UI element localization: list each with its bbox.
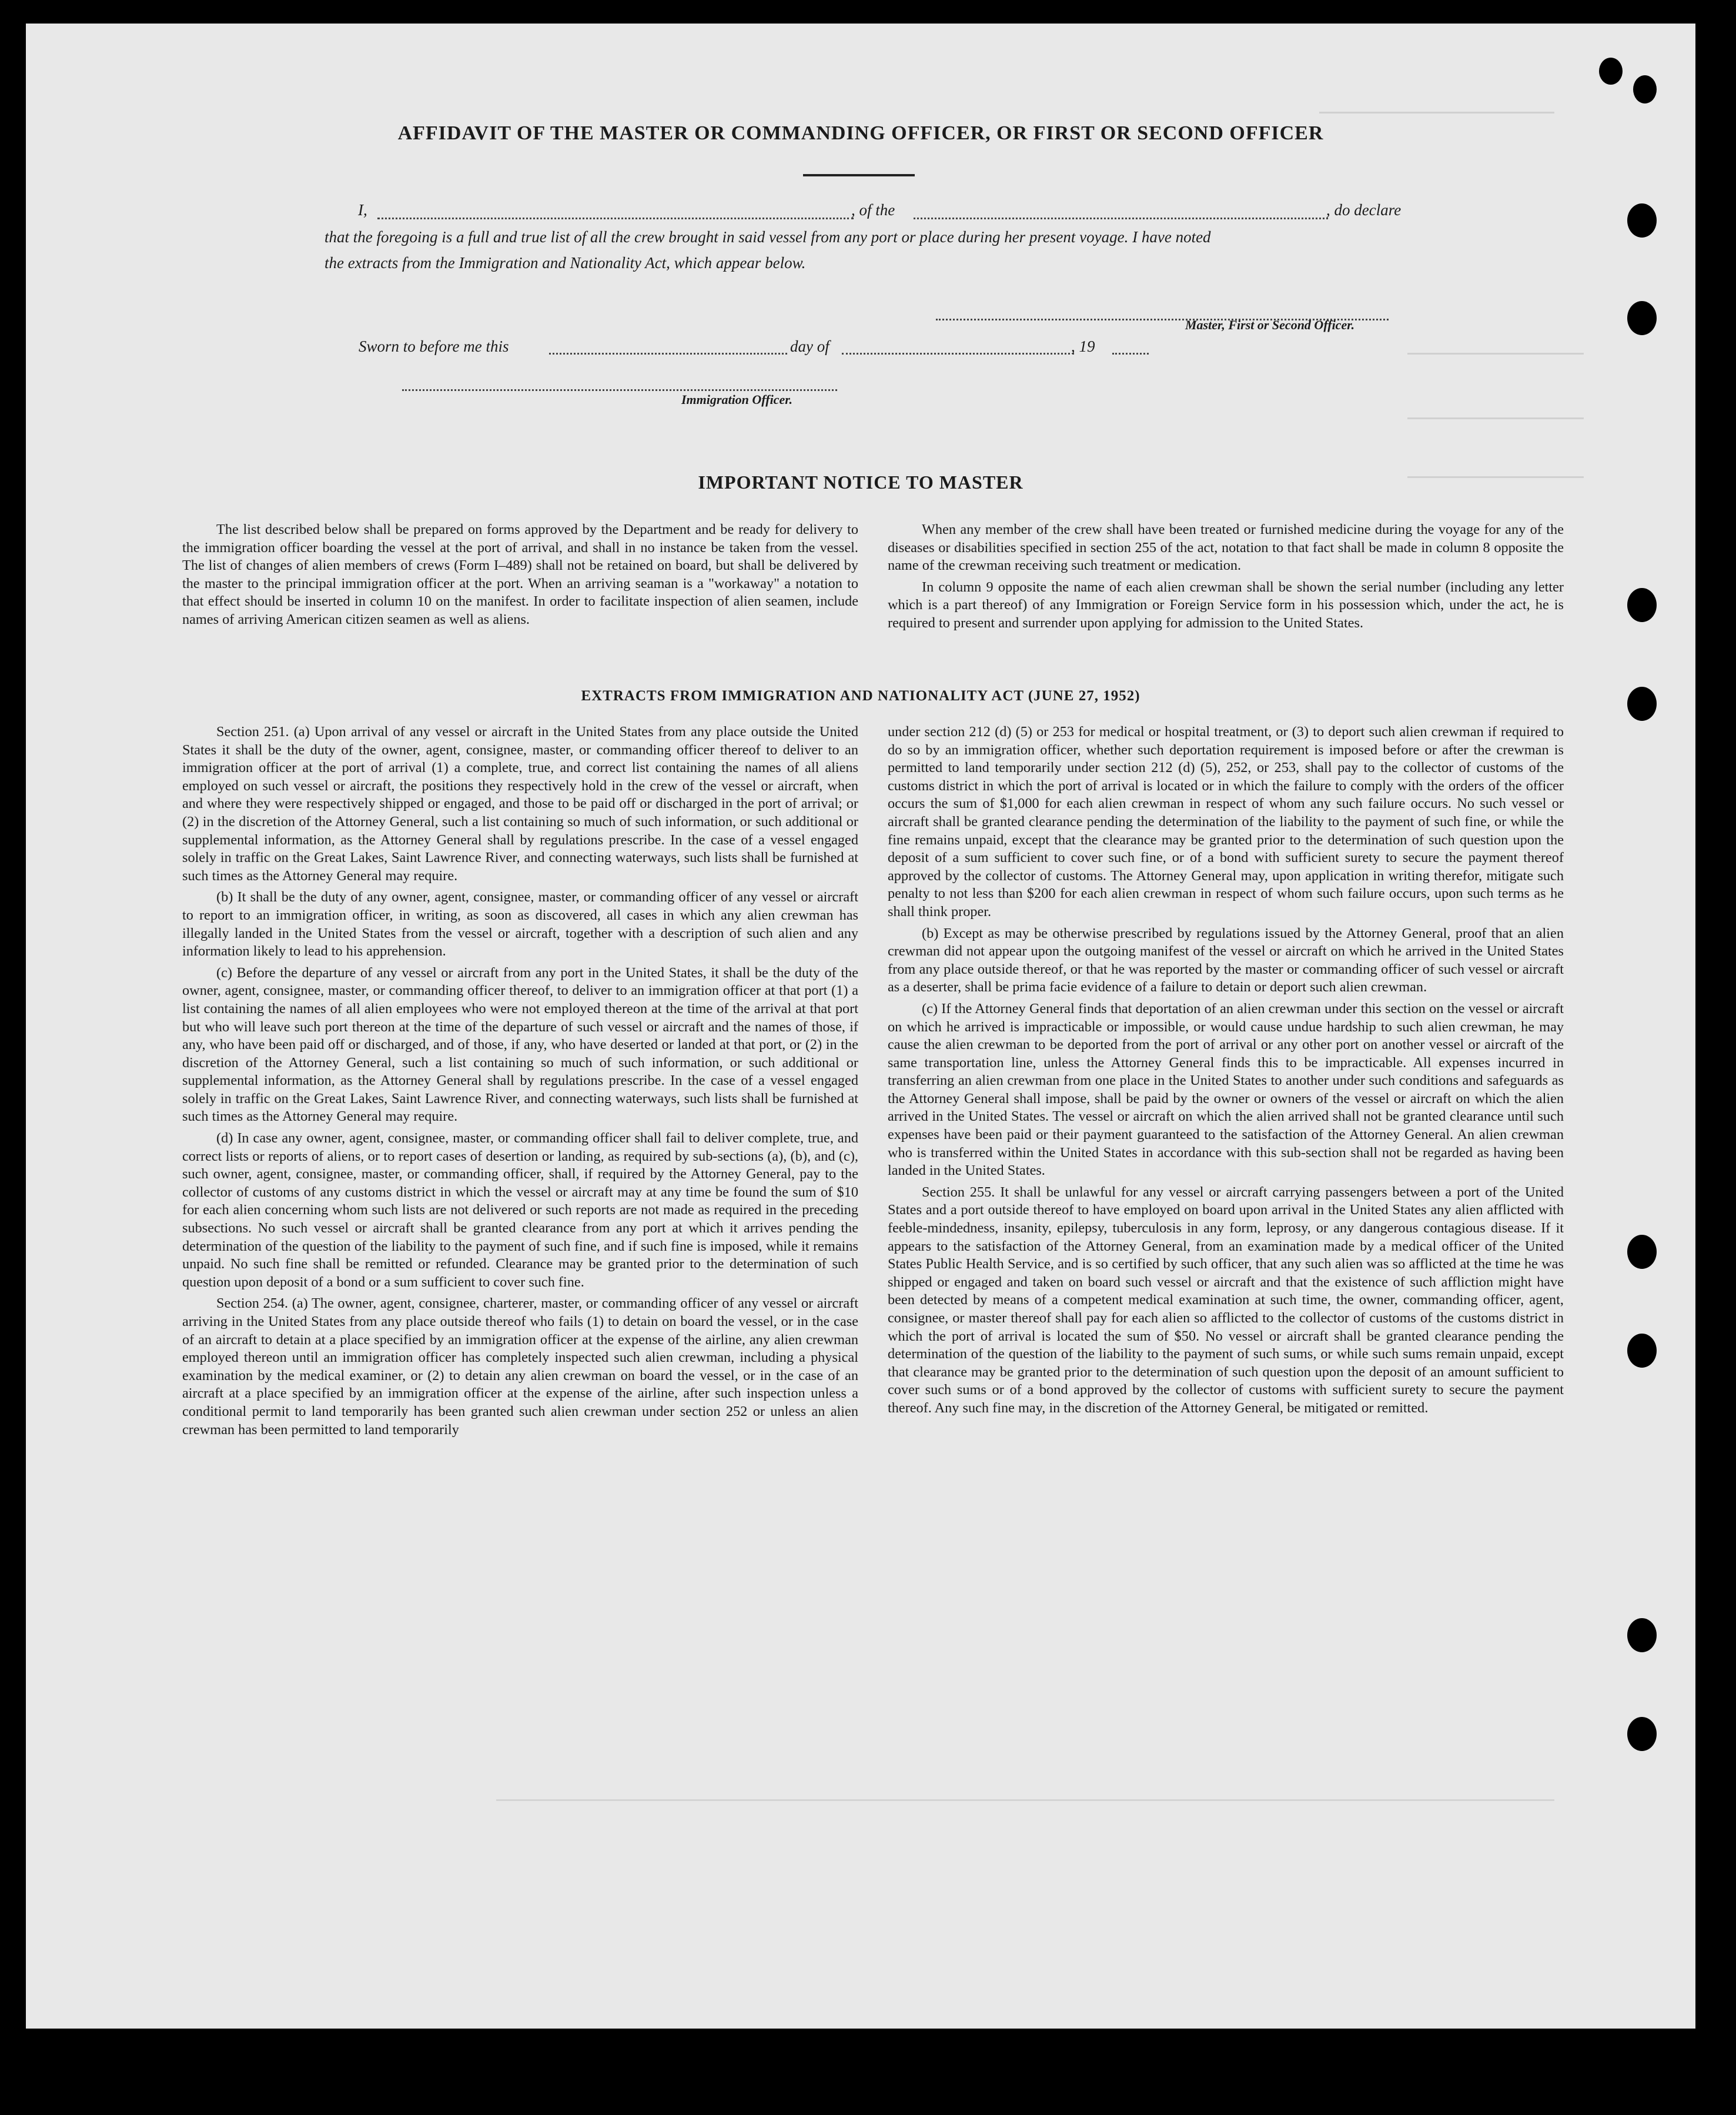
notice-right-paragraph-2: In column 9 opposite the name of each alien crewman shall be shown the serial number (including any letter which is a part thereof) of any Immigration or Foreign Service form in his possession which, under the act, he is required to present and surrender upon applying for admission to the United States. bbox=[888, 579, 1564, 631]
title-rule bbox=[803, 174, 915, 176]
section-251-a: Section 251. (a) Upon arrival of any vessel or aircraft in the United States from any place outside the United States it shall be the duty of the owner, agent, consignee, master, or commanding officer thereof to deliver to an immigration officer at the port of arrival (1) a complete, true, and correct list containing the names of all aliens employed on such vessel or aircraft, the positions they respectively hold in the crew of the vessel or aircraft, when and where they were respectively shipped or engaged, and those to be paid off or discharged in the port of arrival; or (2) in the discretion of the Attorney General, such a list containing so much of such information, or such additional or supplemental information, as the Attorney General shall by regulations prescribe. In the case of a vessel engaged solely in traffic on the Great Lakes, Saint Lawrence River, and connecting waterways, such lists shall be furnished at such times as the Attorney General may require. bbox=[182, 724, 858, 884]
name-blank[interactable] bbox=[377, 218, 854, 219]
punch-hole bbox=[1627, 1334, 1657, 1368]
punch-hole bbox=[1627, 1235, 1657, 1269]
declaration-of-the: , of the bbox=[851, 201, 895, 219]
sworn-month-blank[interactable] bbox=[842, 353, 1074, 355]
declaration-do-declare: , do declare bbox=[1326, 201, 1401, 219]
punch-hole bbox=[1627, 687, 1657, 721]
section-254-a: Section 254. (a) The owner, agent, consignee, charterer, master, or commanding officer of any vessel or aircraft arriving in the United States from any place outside thereof who fails (1) to detain on board the vessel, or in the case of an aircraft to detain at a place specified by an immigration officer at the expense of the airline, any alien crewman employed thereon until an immigration officer has completely inspected such alien crewman, including a physical examination by the medical examiner, or (2) to detain any alien crewman on board the vessel, or in the case of an aircraft at a place specified by an immigration officer at the expense of the airline, after such inspection unless a conditional permit to land temporarily has been granted such alien crewman under section 252 or unless an alien crewman has been permitted to land temporarily bbox=[182, 1295, 858, 1438]
punch-hole bbox=[1627, 301, 1657, 335]
section-254-a-continued: under section 212 (d) (5) or 253 for medical or hospital treatment, or (3) to deport such alien crewman if required to do so by an immigration officer, whether such deportation requirement is imposed before or after the crewman is permitted to land temporarily under section 212 (d) (5), 252, or 253, shall pay to the collector of customs of the customs district in which the port of arrival is located or in which the failure to comply with the orders of the officer occurs the sum of $1,000 for each alien crewman in respect of whom any such failure occurs. No such vessel or aircraft shall be granted clearance pending the determination of the liability to the payment of such fine, or while the fine remains unpaid, except that the clearance may be granted prior to the determination of such question upon the deposit of a sum sufficient to cover such fine, or of a bond with sufficient surety to secure the payment thereof approved by the collector of customs. The Attorney General may, upon application in writing therefor, mitigate such penalty to not less than $200 for each alien crewman in respect of whom such failure occurs, upon such terms as he shall think proper. bbox=[888, 724, 1564, 920]
year-text: , 19 bbox=[1071, 338, 1095, 355]
extracts-left-column bbox=[182, 723, 858, 1442]
immigration-officer-label: Immigration Officer. bbox=[681, 392, 793, 407]
punch-hole bbox=[1627, 1618, 1657, 1652]
day-of-text: day of bbox=[790, 338, 829, 355]
notice-right-column bbox=[888, 521, 1564, 636]
declaration-line-3: the extracts from the Immigration and Nationality Act, which appear below. bbox=[325, 254, 806, 272]
notice-right-paragraph-1: When any member of the crew shall have been treated or furnished medicine during the voyage for any of the diseases or disabilities specified in section 255 of the act, notation to that fact shall be made in column 8 opposite the name of the crewman receiving such treatment or medication. bbox=[888, 522, 1564, 574]
section-255: Section 255. It shall be unlawful for any vessel or aircraft carrying passengers between a port of the United States and a port outside thereof to have employed on board upon arrival in the United States any alien afflicted with feeble-mindedness, insanity, epilepsy, tuberculosis in any form, leprosy, or any dangerous contagious disease. If it appears to the satisfaction of the Attorney General, from an examination made by a medical officer of the United States Public Health Service, and is so certified by such officer, that any such alien was so afflicted at the time he was shipped or engaged and taken on board such vessel or aircraft and that the existence of such affliction might have been detected by means of a competent medical examination at such time, the owner, commanding officer, agent, consignee, or master thereof shall pay for each alien so afflicted to the collector of customs of the customs district in which the port of arrival is located the sum of $50. No vessel or aircraft shall be granted clearance pending the determination of the question of the liability to the payment of such sums, or while such sums remain unpaid, except that clearance may be granted prior to the determination of such question upon the deposit of an amount sufficient to cover such sums or of a bond approved by the collector of customs with sufficient surety to secure the payment thereof. Any such fine may, in the discretion of the Attorney General, be mitigated or remitted. bbox=[888, 1184, 1564, 1416]
notice-title: IMPORTANT NOTICE TO MASTER bbox=[698, 472, 1023, 493]
affidavit-title: AFFIDAVIT OF THE MASTER OR COMMANDING OFFICER, OR FIRST OR SECOND OFFICER bbox=[397, 122, 1324, 144]
sworn-day-blank[interactable] bbox=[549, 353, 787, 355]
notice-left-column bbox=[182, 521, 858, 633]
section-251-b: (b) It shall be the duty of any owner, agent, consignee, master, or commanding officer of any vessel or aircraft to report to an immigration officer, in writing, as soon as discovered, all cases in which any alien crewman has illegally landed in the United States from the vessel or aircraft, together with a description of such alien and any information likely to lead to his apprehension. bbox=[182, 889, 858, 960]
immigration-officer-line[interactable] bbox=[402, 389, 837, 391]
vessel-blank[interactable] bbox=[914, 218, 1328, 219]
punch-hole bbox=[1633, 75, 1657, 103]
section-254-b: (b) Except as may be otherwise prescribed by regulations issued by the Attorney General, proof that an alien crewman did not appear upon the outgoing manifest of the vessel or aircraft on which he arrived in the United States from any place outside thereof, or that he was reported by the master or commanding officer of such vessel or aircraft as a deserter, shall be prima facie evidence of a failure to detain or deport such alien crewman. bbox=[888, 925, 1564, 995]
extracts-right-column bbox=[888, 723, 1564, 1421]
section-254-c: (c) If the Attorney General finds that deportation of an alien crewman under this section on the vessel or aircraft on which he arrived is impracticable or impossible, or would cause undue hardship to such alien crewman, he may cause the alien crewman to be deported from the port of arrival or any other port on another vessel or aircraft of the same transportation line, unless the Attorney General finds this to be impracticable. All expenses incurred in transferring an alien crewman from one place in the United States to another under such conditions and safeguards as the Attorney General shall impose, shall be paid by the owner or owners of the vessel or aircraft on which the alien arrived in the United States. The vessel or aircraft on which the alien arrived shall not be granted clearance until such expenses have been paid or their payment guaranteed to the satisfaction of the Attorney General. An alien crewman who is transferred within the United States in accordance with this sub-section shall not be regarded as having been landed in the United States. bbox=[888, 1000, 1564, 1179]
notice-left-paragraph: The list described below shall be prepared on forms approved by the Department and be ready for delivery to the immigration officer boarding the vessel at the port of arrival, and shall in no instance be taken from the vessel. The list of changes of alien members of crews (Form I–489) shall not be retained on board, but shall be delivered by the master to the principal immigration officer at the port. When an arriving seaman is a "workaway" a notation to that effect should be inserted in column 10 on the manifest. In order to facilitate inspection of alien seamen, include names of arriving American citizen seamen as well as aliens. bbox=[182, 522, 858, 627]
declaration-line-2: that the foregoing is a full and true list of all the crew brought in said vessel from any port or place during her present voyage. I have noted bbox=[325, 228, 1211, 246]
sworn-text: Sworn to before me this bbox=[359, 338, 509, 355]
punch-hole bbox=[1627, 203, 1657, 238]
punch-hole bbox=[1627, 588, 1657, 622]
extracts-title: EXTRACTS FROM IMMIGRATION AND NATIONALITY ACT (JUNE 27, 1952) bbox=[581, 688, 1140, 704]
section-251-d: (d) In case any owner, agent, consignee, master, or commanding officer shall fail to deliver complete, true, and correct lists or reports of aliens, or to report cases of desertion or landing, as required by sub-sections (a), (b), and (c), such owner, agent, consignee, master, or commanding officer, shall, if required by the Attorney General, pay to the collector of customs of any customs district in which the vessel or aircraft may at any time be found the sum of $10 for each alien concerning whom such lists are not delivered or such reports are not made as required in the preceding subsections. No such vessel or aircraft shall be granted clearance from any port at which it arrives pending the determination of the question of the liability to the payment of such fine, and if such fine is imposed, while it remains unpaid. No such fine shall be remitted or refunded. Clearance may be granted prior to the determination of such question upon deposit of a bond or a sum sufficient to cover such fine. bbox=[182, 1130, 858, 1290]
section-251-c: (c) Before the departure of any vessel or aircraft from any port in the United States, it shall be the duty of the owner, agent, consignee, master, or commanding officer thereof, to deliver to an immigration officer at that port (1) a list containing the names of all alien employees who were not employed thereon at the time of the arrival at that port but who will leave such port thereon at the time of the departure of such vessel or aircraft and the names of those, if any, who have been paid off or discharged, and of those, if any, who have deserted or landed at that port, or (2) in the discretion of the Attorney General, such a list containing so much of such information, or such additional or supplemental information, as the Attorney General shall by regulations prescribe. In the case of a vessel engaged solely in traffic on the Great Lakes, Saint Lawrence River, and connecting waterways, such lists shall be furnished at such times as the Attorney General may require. bbox=[182, 964, 858, 1125]
document-page bbox=[26, 24, 1695, 2029]
declaration-i: I, bbox=[358, 201, 367, 219]
punch-hole bbox=[1627, 1717, 1657, 1751]
punch-hole bbox=[1599, 58, 1623, 85]
sworn-year-blank[interactable] bbox=[1112, 353, 1149, 355]
master-label: Master, First or Second Officer. bbox=[1185, 318, 1355, 332]
